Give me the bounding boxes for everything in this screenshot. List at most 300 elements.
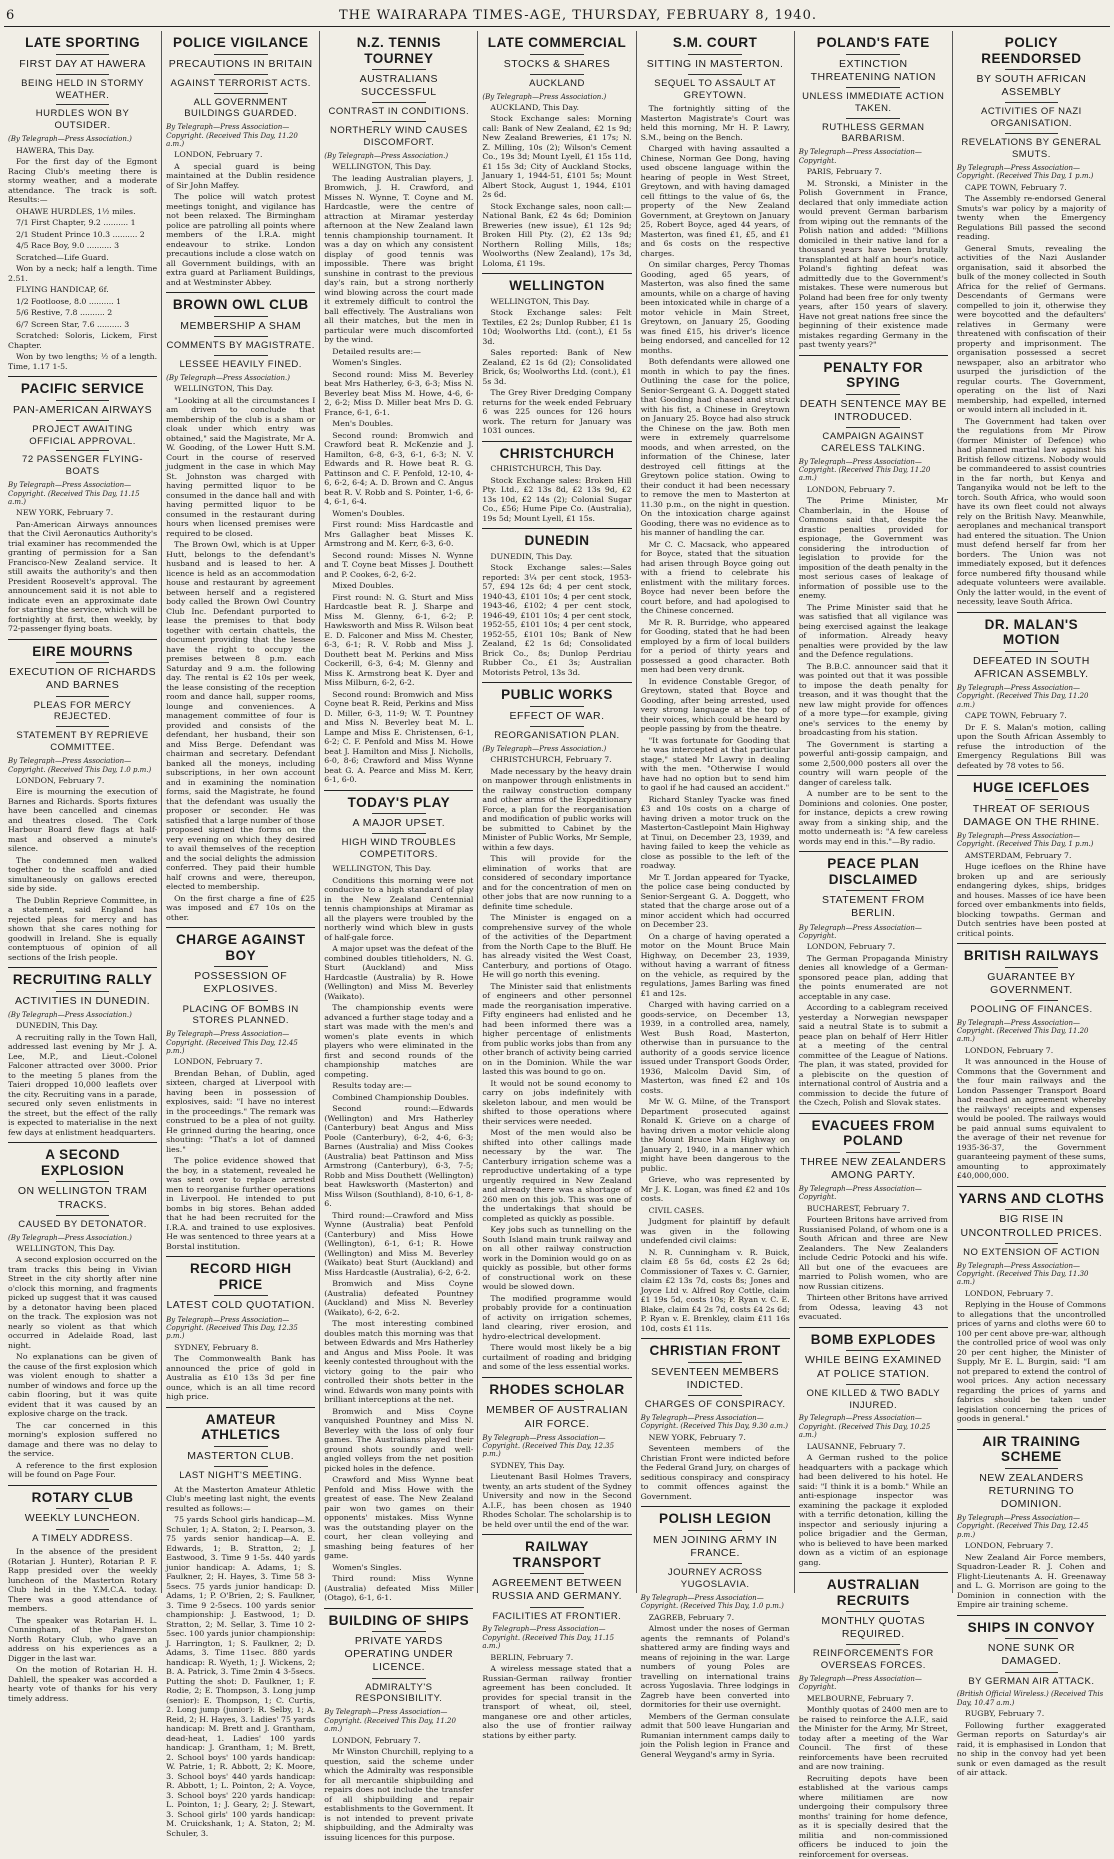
- article-headline: PENALTY FOR SPYING: [823, 359, 924, 391]
- column-4: [478, 31, 636, 1740]
- article-subheading: WHILE BEING EXAMINED AT POLICE STATION.: [804, 1354, 942, 1380]
- article-paragraph: Mr W. G. Milne, of the Transport Department prosecuted against Ronald K. Grieve on a charge of having driven a motor vehicle along the Mount Bruce Main Highway on January 2, 1940, in a manner which might have been dangerous to the public.: [640, 1097, 790, 1173]
- article-paragraph: Second round:—Edwards (Wellington) and Mrs Hatherley (Canterbury) beat Angus and Miss Poole (Canterbury), 6-2, 4-6, 6-3; Barnes (Australia) and Miss Cookes (Australia) beat Pattinson and Miss Armstrong (Canterbury), 6-3, 7-5; Robb and Miss Douthett (Wellington) beat Hawksworth (Masterton) and Miss Wilson (Southland), 8-10, 6-1, 8-6.: [324, 1104, 474, 1209]
- article-paragraph: The modified programme would probably provide for a continuation of activity on irrigation schemes, land clearing, river erosion, and hydro-electrical development.: [482, 1293, 632, 1341]
- article-subheading: STATEMENT FROM BERLIN.: [821, 894, 925, 920]
- article-paragraph: On the first charge a fine of £25 was imposed and £7 10s on the other.: [166, 893, 316, 922]
- article-separator: [957, 775, 1106, 776]
- headline-rule: [846, 1644, 900, 1645]
- article-headline: LATE COMMERCIAL: [487, 35, 627, 50]
- headline-rule: [56, 1181, 110, 1182]
- article-headline: RECORD HIGH PRICE: [189, 1261, 292, 1292]
- article-paragraph: Bromwich and Miss Coyne (Australia) defeated Pountney (Auckland) and Miss N. Beverley (Waikato), 6-2, 6-2.: [324, 1279, 474, 1317]
- headline-rule: [530, 54, 584, 55]
- article-paragraph: The German Propaganda Ministry denies all knowledge of a German-sponsored peace plan, adding that the points enumerated are not acceptable in any case.: [798, 953, 948, 1001]
- headline-rule: [214, 93, 268, 94]
- headline-rule: [1005, 967, 1059, 968]
- article-subheading: GUARANTEE BY GOVERNMENT.: [987, 970, 1076, 996]
- article-subheading: 72 PASSENGER FLYING-BOATS: [22, 454, 144, 478]
- article-subheading: ON WELLINGTON TRAM TRACKS.: [17, 1185, 148, 1211]
- article-byline: By Telegraph—Press Association—Copyright.: [798, 923, 922, 940]
- article-paragraph: Stock Exchange sales, noon call:—National Bank, £2 4s 6d; Dominion Breweries (new issue), £1 12s 9d; Broken Hill Pty. (2), £2 13s 9d; Northern Rolling Mills, 18s; Woolworths (New Zealand), 17s 3d, Loloma, £1 19s.: [482, 201, 632, 268]
- headline-rule: [56, 1529, 110, 1530]
- article-paragraph: Dr F. S. Malan's motion, calling upon the South African Assembly to refuse the introduction of the Emergency Regulations Bill was defeated by 78 votes to 56.: [956, 722, 1106, 770]
- headline-rule: [530, 1400, 584, 1401]
- article-subheading: PRIVATE YARDS OPERATING UNDER LICENCE.: [344, 1635, 454, 1674]
- article-paragraph: Results today are:—: [332, 1081, 412, 1091]
- article-subheading: PLEAS FOR MERCY REJECTED.: [33, 699, 132, 723]
- article-paragraph: Second round: Bromwich and Crawford beat R. McKenzie and J. Hamilton, 6-8, 6-3, 6-1, 6-3; N. V. Edwards and R. Howe beat R. G. Pattinson and C. F. Penfold, 12-10, 4-6, 6-2, 6-4; A. D. Brown and C. Angus beat R. V. Robb and S. Pointer, 1-6, 6-4, 6-1, 6-4.: [324, 430, 474, 507]
- headline-rule: [372, 69, 426, 70]
- article-separator: [799, 1327, 948, 1328]
- article-subheading: STATEMENT BY REPRIEVE COMMITTEE.: [16, 730, 149, 754]
- column-6: [795, 31, 953, 1859]
- headline-rule: [1005, 799, 1059, 800]
- article-paragraph: For the first day of the Egmont Racing Club's meeting there is stormy weather, and a moderate attendance. The track is soft. Results:—: [8, 157, 158, 205]
- article-byline: (By Telegraph—Press Association.): [8, 1011, 132, 1020]
- article: [482, 1382, 631, 1529]
- article-paragraph: Women's Singles.: [332, 1562, 402, 1572]
- article-subheading: AUSTRALIANS SUCCESSFUL: [359, 73, 439, 99]
- article-byline: By Telegraph—Press Association—Copyright. (Received This Day, 1 p.m.): [956, 831, 1094, 849]
- article-separator: [8, 1142, 157, 1143]
- article-subheading: STOCKS & SHARES: [503, 57, 611, 70]
- article-headline: DR. MALAN'S MOTION: [984, 616, 1079, 648]
- article-byline: (By Telegraph—Press Association.): [166, 373, 290, 382]
- article-byline: By Telegraph—Press Association—Copyright. (Received This Day, 12.45 p.m.): [166, 1030, 298, 1056]
- article: [166, 297, 315, 922]
- article: [324, 795, 473, 1603]
- article-subheading: SEVENTEEN MEMBERS INDICTED.: [651, 1365, 780, 1392]
- headline-rule: [846, 1350, 900, 1351]
- article: [957, 617, 1106, 770]
- article-paragraph: Following further exaggerated German reports on Saturday's air raid, it is emphasised in London that no ship in the convoy had yet been sunk or even damaged as the result of air attack.: [956, 1720, 1106, 1778]
- article-headline: EIRE MOURNS: [32, 643, 133, 659]
- headline-rule: [214, 966, 268, 967]
- headline-rule: [214, 1446, 268, 1447]
- article-headline: N.Z. TENNIS TOURNEY: [356, 35, 441, 66]
- article-separator: [166, 1407, 315, 1408]
- article-paragraph: No explanations can be given of the cause of the first explosion which was violent enough to shatter a number of windows and force up the cabin flooring, but it was quite evident that it was caused by an explosive charge on the track.: [8, 1352, 158, 1419]
- article-paragraph: Seventeen members of the Christian Front were indicted before the Federal Grand Jury, on charges of seditious conspiracy and conspiracy to commit offences against the Government.: [640, 1444, 790, 1501]
- article-paragraph: CAPE TOWN, February 7.: [964, 711, 1067, 721]
- article-paragraph: Lieutenant Basil Holmes Travers, twenty, an arts student of the Sydney University and now in the Second A.I.F., has been chosen as 1940 Rhodes Scholar. The scholarship is to be held over until the end of the war.: [482, 1472, 632, 1529]
- article-separator: [641, 1338, 790, 1339]
- article-byline: (By Telegraph—Press Association.): [482, 744, 607, 753]
- headline-rule: [530, 74, 584, 75]
- headline-rule: [372, 102, 426, 103]
- article-paragraph: 5/6 Restive, 7.8 .......... 2: [16, 308, 113, 318]
- article-byline: By Telegraph—Press Association—Copyright. (Received This Day, 12.45 p.m.): [956, 1514, 1089, 1539]
- article-paragraph: Scratched: Soloris, Lickem, First Chapter.: [8, 331, 158, 350]
- article-separator: [482, 682, 631, 683]
- article-paragraph: On similar charges, Percy Thomas Gooding, aged 65 years, of Masterton, was also fined the same amounts, while on a charge of having been intoxicated while in charge of a motor vehicle in Main Street, Greytown, on January 25, Gooding was fined £15, his driver's licence being endorsed, and cancelled for 12 months.: [640, 260, 790, 355]
- article-paragraph: First round: N. G. Sturt and Miss Hardcastle beat R. J. Sharpe and Miss M. Glenny, 6-1, 6-2; P. Hawksworth and Miss R. Wilson beat E. D. Falconer and Miss M. Chester, 6-3, 6-1; R. V. Robb and Miss J. Douthett beat M. Perkins and Miss Cockerill, 6-3, 6-4; M. Glenny and Miss K. Armstrong beat K. Dyer and Miss Milburn, 6-2, 6-2.: [324, 592, 474, 688]
- article: [641, 1343, 790, 1501]
- article-paragraph: The Minister said that enlistments of engineers and other personnel made the reorganisation imperative. Fifty engineers had enlisted and he had been informed there was a higher percentage of enlistments from public works jobs than from any other branch of activity being carried on in the Dominion. While the war lasted this was bound to go on.: [482, 981, 632, 1077]
- article-paragraph: Scratched—Life Guard.: [16, 252, 109, 262]
- article-byline: By Telegraph—Press Association—Copyright. (Received This Day, 1.0 p.m.): [8, 757, 152, 774]
- headline-rule: [214, 336, 268, 337]
- headline-rule: [846, 118, 900, 119]
- article: [482, 1539, 631, 1740]
- article-paragraph: On a charge of having operated a motor on the Mount Bruce Main Highway, on December 23, 1939, without having a warrant of fitness on the vehicle, as required by the regulations, James Barling was fined £1 and 12s.: [640, 931, 790, 998]
- article-byline: (By Telegraph—Press Association.): [8, 1233, 132, 1242]
- article-paragraph: LAUSANNE, February 7.: [806, 1441, 906, 1451]
- article-paragraph: 2/1 Student Prince 10.3 .......... 2: [16, 229, 145, 239]
- article-subheading: WEEKLY LUNCHEON.: [24, 1512, 141, 1525]
- article-subheading: HURDLES WON BY OUTSIDER.: [35, 108, 130, 132]
- columns-container: [4, 31, 1110, 1859]
- headline-rule: [846, 1611, 900, 1612]
- article-headline: BRITISH RAILWAYS: [963, 948, 1099, 964]
- article-subheading: PAN-AMERICAN AIRWAYS: [13, 403, 153, 416]
- article-byline: By Telegraph—Press Association—Copyright. (Received This Day, 11.20 a.m.): [798, 457, 931, 483]
- article-headline: CHARGE AGAINST BOY: [175, 932, 306, 963]
- article-separator: [482, 1377, 631, 1378]
- article-paragraph: Second round: Miss M. Beverley beat Mrs Hatherley, 6-3, 6-3; Miss N. Beverley beat Miss M. Howe, 4-6, 6-2, 6-2; Miss D. Miller beat Mrs D. G. France, 6-1, 6-1.: [324, 369, 474, 417]
- article: [799, 856, 948, 1108]
- article-headline: LATE SPORTING: [25, 35, 141, 50]
- article-headline: EVACUEES FROM POLAND: [811, 1117, 935, 1149]
- headline-rule: [1005, 1209, 1059, 1210]
- article-separator: [8, 376, 157, 377]
- article-paragraph: A number are to be sent to the Dominions and colonies. One poster, for instance, depicts a crew rowing away from a sinking ship, and the motto underneath is: "A few careless words may end in this."—By radio.: [798, 789, 948, 846]
- article-paragraph: The Prime Minister said that he was satisfied that all vigilance was being exercised against the leakage of information. Already heavy penalties were provided by the law and the Defence regulations.: [798, 602, 948, 660]
- headline-rule: [56, 74, 110, 75]
- column-3: [320, 31, 478, 1842]
- article-headline: POLAND'S FATE: [816, 35, 930, 50]
- headline-rule: [214, 74, 268, 75]
- article-subheading: COMMENTS BY MAGISTRATE.: [166, 340, 315, 352]
- headline-rule: [214, 54, 268, 55]
- article-paragraph: Mixed Doubles.: [332, 581, 394, 591]
- article-subheading: POSSESSION OF EXPLOSIVES.: [194, 970, 288, 996]
- article: [799, 360, 948, 847]
- article-subheading: A TIMELY ADDRESS.: [32, 1532, 134, 1544]
- article-paragraph: On the motion of Rotarian H. H. Dahlell, the speaker was accorded a hearty vote of thanks for his very timely address.: [8, 1665, 158, 1703]
- article-separator: [482, 528, 631, 529]
- article-subheading: EXTINCTION THREATENING NATION: [810, 57, 936, 83]
- column-2: [162, 31, 320, 1838]
- headline-rule: [846, 1384, 900, 1385]
- article-paragraph: Richard Stanley Tyacke was fined £3 and 10s costs on a charge of having driven a motor truck on the Masterton-Castlepoint Main Highway at Tinui, on December 23, 1939, and having failed to keep the vehicle as close as possible to the left of the roadway.: [640, 794, 790, 871]
- article-paragraph: Charged with having carried on a goods-service, on December 13, 1939, in a controlled area, namely, West Bush Road, Masterton, otherwise than in pursuance to the authority of a goods service licence issued under Transport Goods Order, 1936, Malcolm David Sim, of Masterton, was fined £2 and 10s costs.: [640, 1000, 790, 1095]
- page-number: 6: [6, 7, 15, 23]
- article-subheading: HIGH WIND TROUBLES COMPETITORS.: [341, 837, 457, 861]
- article-paragraph: The Government is starting a powerful anti-gossip campaign, and some 2,500,000 posters all over the country will warn people of the danger of careless talk.: [798, 739, 948, 787]
- article: [8, 35, 157, 371]
- article-paragraph: Replying in the House of Commons to allegations that the uncontrolled prices of yarns and cloths were 60 to 100 per cent above pre-war, although the controlled price of wool was only 20 per cent higher, the Minister of Supply, Mr E. L. Burgin, said: "I am not prepared to extend the control of wool prices. Any action necessary regarding the prices of yarns and fabrics should be taken under legislation concerning the prices of goods in general.": [956, 1300, 1106, 1424]
- article-paragraph: AMSTERDAM, February 7.: [964, 850, 1072, 860]
- article-separator: [166, 292, 315, 293]
- article-paragraph: Women's Singles.: [332, 358, 402, 368]
- article-paragraph: Won by two lengths; ½ of a length. Time, 1.17 1-5.: [8, 352, 158, 371]
- article-separator: [799, 1572, 948, 1573]
- article-subheading: REVELATIONS BY GENERAL SMUTS.: [961, 137, 1102, 160]
- article-paragraph: Men's Doubles.: [332, 419, 394, 429]
- article-paragraph: The championship events were advanced a further stage today and a start was made with the men's and women's plate events in which players who were eliminated in the first and second rounds of the championship matches are competing.: [324, 1003, 474, 1079]
- article-paragraph: WELLINGTON, This Day.: [332, 162, 432, 172]
- headline-rule: [214, 1466, 268, 1467]
- article-byline: (By Telegraph—Press Association.): [482, 92, 607, 101]
- headline-rule: [1005, 1000, 1059, 1001]
- article-paragraph: A wireless message stated that a Russian-German railway frontier agreement has been concluded. It provides for special transit in the transport of wheat, oil, steel, manganese ore and other articles, also the use of frontier railway stations by either party.: [482, 1664, 632, 1740]
- article-paragraph: LONDON, February 7.: [964, 1045, 1054, 1055]
- article-subheading: THREAT OF SERIOUS DAMAGE ON THE RHINE.: [963, 802, 1100, 828]
- article-paragraph: The Brown Owl, which is at Upper Hutt, belongs to the defendant's husband and is leased to her. A licence is held as an accommodation house and restaurant by agreement between herself and a registered body called the Brown Owl Country Club Inc. Defendant purported to lease the premises to that body together with certain chattels, the document providing that the lessee have the right to occupy the premises between 8 p.m. each Saturday and 9 a.m. the following day. The rental is £2 10s per week, the lease consisting of the reception room and dance hall, supper rooms, lounge and conveniences. A management committee of four is provided and consists of the defendant, her husband, their son and Miss Berge. Defendant was chairman and secretary. Defendant banked all the moneys, including subscriptions, in her own account and in examining the nomination forms, said the Magistrate, he found that the defendant was usually the proposer or seconder. He was satisfied that a large number of those proposed signed the forms on the very evening on which they desired to avail themselves of the reception and the social delights the admission conferred. They paid their humble half crowns and were, thereupon, elected to membership.: [166, 540, 316, 892]
- article-paragraph: CAPE TOWN, February 7.: [964, 182, 1067, 192]
- article-subheading: ADMIRALTY'S RESPONSIBILITY.: [355, 1681, 443, 1705]
- headline-rule: [56, 1508, 110, 1509]
- headline-rule: [372, 121, 426, 122]
- article-subheading: AUCKLAND: [529, 77, 585, 89]
- article-paragraph: Thirteen other Britons have arrived from Odessa, leaving 43 not evacuated.: [798, 1293, 948, 1322]
- article-paragraph: 4/5 Race Boy, 9.0 .......... 3: [16, 241, 120, 251]
- headline-rule: [56, 726, 110, 727]
- article-paragraph: There would most likely be a big curtailment of roading and bridging and some of the less essential works.: [482, 1343, 632, 1372]
- article-paragraph: The leading Australian players, J. Bromwich, J. H. Crawford, and Misses N. Wynne, T. Coyne and M. Hardcastle, were the centre of attraction at Miramar yesterday afternoon at the New Zealand lawn tennis championship tournament. It was a day on which any consistent display of good tennis was impossible. There was bright sunshine in contrast to the previous day's rain, but a strong northerly wind blowing across the court made it extremely difficult to control the ball effectively. The Australians won all their matches, but the men in particular were much discomforted by the wind.: [324, 173, 474, 345]
- article: [957, 1434, 1106, 1610]
- article-paragraph: WELLINGTON, This Day.: [174, 384, 274, 394]
- article: [8, 1147, 157, 1480]
- headline-rule: [530, 1573, 584, 1574]
- article-separator: [799, 355, 948, 356]
- article-headline: POLICY REENDORSED: [981, 35, 1082, 66]
- article-paragraph: Second round: Bromwich and Miss Coyne beat R. Reid, Perkins and Miss D. Miller, 6-3, 11-9; W. T. Pountney and Miss N. Beverley beat M. L. Lampe and Miss E. Christensen, 6-1, 6-2; C. F. Penfold and Miss M. Howe beat J. Hamilton and Miss J. Nicholls, 6-0, 8-6; Crawford and Miss Wynne beat G. A. Pearce and Miss M. Kerr, 6-1, 6-0.: [324, 689, 474, 785]
- headline-rule: [1005, 1243, 1059, 1244]
- article: [482, 278, 631, 436]
- article-paragraph: 6/7 Screen Star, 7.6 .......... 3: [16, 319, 130, 329]
- headline-rule: [56, 991, 110, 992]
- article-byline: By Telegraph—Press Association—Copyright.: [798, 1185, 922, 1202]
- article: [957, 1191, 1106, 1424]
- headline-rule: [846, 54, 900, 55]
- article-paragraph: Bromwich and Miss Coyne vanquished Pountney and Miss N. Beverley with the loss of only four games. The Australians played their ground shots soundly and well-angled volleys from the net position picked holes in the defence.: [324, 1406, 474, 1473]
- article-paragraph: BERLIN, February 7.: [490, 1652, 574, 1662]
- article-paragraph: The police evidence showed that the boy, in a statement, revealed he was sent over to replace arrested men to reorganise further operations in Liverpool. He intended to put bombs in big stores. Behan added that he had been recruited for the I.R.A. and trained to use explosives. He was sentenced to three years at a Borstal institution.: [166, 1156, 316, 1251]
- article-subheading: REORGANISATION PLAN.: [494, 730, 620, 742]
- article-paragraph: The Commonwealth Bank has announced the price of gold in Australia as £10 13s 3d per fine ounce, which is an all time record high price.: [166, 1354, 316, 1402]
- article: [957, 948, 1106, 1181]
- headline-rule: [688, 1530, 742, 1531]
- article: [482, 35, 631, 268]
- article-subheading: FACILITIES AT FRONTIER.: [492, 1610, 622, 1622]
- headline-rule: [372, 833, 426, 834]
- article-subheading: CHARGES OF CONSPIRACY.: [644, 1399, 786, 1411]
- article-separator: [957, 1186, 1106, 1187]
- article-paragraph: OHAWE HURDLES, 1½ miles.: [16, 206, 136, 216]
- article-headline: PACIFIC SERVICE: [20, 381, 145, 397]
- article-headline: POLICE VIGILANCE: [172, 35, 309, 50]
- article-subheading: SITTING IN MASTERTON.: [646, 57, 784, 70]
- article-paragraph: The Prime Minister, Mr Chamberlain, in the House of Commons said that, despite the drastic penalties provided for espionage, the Government was considering the introduction of legislation to provide for the imposition of the death penalty in the most serious cases of leakage of information of possible use to the enemy.: [798, 496, 948, 601]
- article-paragraph: CHRISTCHURCH, February 7.: [490, 755, 612, 765]
- headline-rule: [56, 420, 110, 421]
- headline-rule: [846, 87, 900, 88]
- article-paragraph: LONDON, February 7.: [964, 1541, 1054, 1551]
- article-subheading: ACTIVITIES OF NAZI ORGANISATION.: [980, 106, 1082, 130]
- article-paragraph: Mr Winston Churchill, replying to a question, said the scheme under which the Admiralty was responsible for all mercantile shipbuilding and repairs does not include the transfer of all shipbuilding and repair establishments to the Government. It is not intended to prevent private shipbuilding, and the Admiralty was issuing licences for this purpose.: [324, 1747, 474, 1842]
- article-paragraph: LONDON, February 7.: [174, 150, 263, 160]
- article-separator: [324, 1608, 473, 1609]
- headline-rule: [372, 1678, 426, 1679]
- article-paragraph: The Government had taken over the regulations from Mr Pirow (former Minister of Defence) who had planned martial law against his British fellow citizens. Nobody would be commandeered to assist countries in the far north, but Kenya and Tanganyika would not be left to the torch. South Africa, who would soon have its own fleet could not always rely on the British Navy. Meanwhile, aeroplanes and mechanical transport had entered the situation. The Union must defend herself far from her borders. The Union was not immediately exposed, but it defences force numbered fifty thousand while adequate volunteers were available. Only the latter would, in the event of necessity, leave South Africa.: [956, 416, 1106, 607]
- article-paragraph: The car concerned in this morning's explosion suffered no damage and there was no delay to the service.: [8, 1420, 158, 1459]
- headline-rule: [688, 54, 742, 55]
- headline-rule: [56, 400, 110, 401]
- article-paragraph: A recruiting rally in the Town Hall, addressed last evening by Mr J. A. Lee, M.P., and Lieut.-Colonel Falconer attracted over 3000. Prior to the meeting 5 planes from the Taieri dropped 10,000 leaflets over the city. Recruiting vans in a parade, secured only seven enlistments in the street, but the effect of the rally is expected to materialise in the next few days at enlistment headquarters.: [8, 1032, 158, 1137]
- headline-rule: [1005, 1672, 1059, 1673]
- article-paragraph: LONDON, February 7.: [332, 1735, 421, 1745]
- article-subheading: BIG RISE IN UNCONTROLLED PRICES.: [960, 1213, 1103, 1239]
- article-paragraph: The police will watch protest meetings tonight, and vigilance has not been relaxed. The Birmingham police are patrolling all points where members of the I.R.A. might endeavour to strike. London precautions include a close watch on all Government buildings, with an extra guard at Parliament Buildings, and at Westminster Abbey.: [166, 192, 316, 287]
- article-byline: By Telegraph—Press Association—Copyright. (Received This Day, 11.20 a.m.): [956, 1018, 1089, 1044]
- article-paragraph: Charged with having assaulted a Chinese, Norman Gee Dong, having used obscene language within the hearing of people in West Street, Greytown, and with having damaged cell fittings to the value of 6s, the property of the New Zealand Government, at Greytown on January 25, Robert Boyce, aged 44 years, of Masterton, was fined £1, £5, and £1 and 6s costs on the respective charges.: [640, 144, 790, 258]
- article-subheading: PRECAUTIONS IN BRITAIN: [168, 57, 313, 70]
- article-byline: By Telegraph—Press Association—Copyright. (Received This Day, 11.15 a.m.): [8, 481, 140, 506]
- headline-rule: [56, 104, 110, 105]
- article-subheading: AGREEMENT BETWEEN RUSSIA AND GERMANY.: [491, 1577, 623, 1603]
- article-paragraph: Judgment for plaintiff by default was given in the following undefended civil claims:: [640, 1217, 790, 1246]
- article-paragraph: Mr C. C. Macsack, who appeared for Boyce, stated that the situation had arisen through Boyce going out with a friend to celebrate his enlistment with the military forces. Boyce had never been before the court before, and had apologised to the Chinese concerned.: [640, 539, 790, 616]
- article-byline: By Telegraph—Press Association—Copyright. (Received This Day, 11.15 a.m.): [482, 1625, 615, 1651]
- headline-rule: [214, 355, 268, 356]
- article-headline: WELLINGTON: [509, 278, 605, 294]
- article-headline: RECRUITING RALLY: [12, 972, 153, 988]
- article-separator: [799, 1113, 948, 1114]
- article-byline: By Telegraph—Press Association—Copyright. (Received This Day, 9.30 a.m.): [640, 1414, 788, 1431]
- article-paragraph: MELBOURNE, February 7.: [806, 1693, 914, 1703]
- article-headline: HUGE ICEFLOES: [973, 780, 1090, 796]
- article: [482, 687, 631, 1371]
- article-headline: PEACE PLAN DISCLAIMED: [827, 856, 920, 887]
- article-subheading: UNLESS IMMEDIATE ACTION TAKEN.: [802, 90, 945, 114]
- headline-rule: [56, 662, 110, 663]
- article-paragraph: Crawford and Miss Wynne beat Penfold and Miss Howe with the greatest of ease. The New Zealand pair won two games on their opponents' mistakes. Miss Wynne was the outstanding player on the court, her clean volleying and smashing being features of her game.: [324, 1475, 474, 1561]
- article: [8, 1490, 157, 1704]
- article-paragraph: The Assembly re-endorsed General Smuts's war policy by a majority of twenty when the Emergency Regulations Bill passed the second reading.: [956, 194, 1106, 242]
- article-subheading: LATEST COLD QUOTATION.: [166, 1299, 315, 1312]
- article-byline: (By Telegraph—Press Association.): [324, 151, 449, 160]
- article-subheading: NONE SUNK OR DAMAGED.: [987, 1642, 1075, 1668]
- article: [641, 35, 790, 1333]
- article-paragraph: Monthly quotas of 2400 men are to be raised to reinforce the A.I.F., said the Minister for the Army, Mr Street, today after a meeting of the War Council. The first of these reinforcements have been recruited and are now training.: [798, 1705, 948, 1772]
- headline-rule: [372, 1631, 426, 1632]
- article-subheading: LESSEE HEAVILY FINED.: [179, 358, 302, 370]
- newspaper-title: THE WAIRARAPA TIMES-AGE, THURSDAY, FEBRUARY 8, 1940.: [339, 7, 817, 23]
- article-subheading: CONTRAST IN CONDITIONS.: [328, 106, 470, 118]
- headline-rule: [1005, 102, 1059, 103]
- article-separator: [8, 639, 157, 640]
- article-subheading: THREE NEW ZEALANDERS AMONG PARTY.: [800, 1155, 947, 1181]
- article-byline: (British Official Wireless.) (Received This Day, 10.47 a.m.): [956, 1690, 1104, 1707]
- article-paragraph: Stock Exchange sales:—Sales reported: 3¼ per cent stock, 1953-57, £94 12s 6d; 4 per cent stock, 1940-43, £101 10s; 4 per cent stock, 1943-46, £102; 4 per cent stock, 1946-49, £101 10s; 4 per cent stock, 1952-55, £101 10s; 4 per cent stock, 1952-55, £101 10s; Bank of New Zealand, £2 1s 6d; Consolidated Brick Co., 8s; Dunlop Perdriau Rubber Co., £1 3s; Australian Motorists Petrol, 13s 3d.: [482, 563, 632, 677]
- headline-rule: [1005, 651, 1059, 652]
- article-paragraph: NEW YORK, February 7.: [648, 1432, 746, 1442]
- article-separator: [166, 927, 315, 928]
- article-headline: POLISH LEGION: [659, 1511, 772, 1527]
- article-separator: [482, 273, 631, 274]
- article-separator: [166, 1256, 315, 1257]
- article-subheading: PROJECT AWAITING OFFICIAL APPROVAL.: [29, 423, 136, 447]
- article-byline: By Telegraph—Press Association—Copyright. (Received This Day, 10.25 a.m.): [798, 1414, 931, 1440]
- article-subheading: MASTERTON CLUB.: [187, 1449, 295, 1462]
- headline-rule: [214, 1000, 268, 1001]
- article-separator: [482, 441, 631, 442]
- article-headline: ROTARY CLUB: [31, 1489, 134, 1505]
- article-separator: [957, 1615, 1106, 1616]
- article-paragraph: CHRISTCHURCH, This Day.: [490, 464, 602, 474]
- article: [482, 446, 631, 524]
- article-paragraph: Combined Championship Doubles.: [332, 1092, 469, 1102]
- article-paragraph: Brendan Behan, of Dublin, aged sixteen, charged at Liverpool with having been in possession of explosives, said: "I have no interest in the proceedings." The remark was construed to be a plea of not guilty. He grinned during the hearing, once shouting: "That's a lot of damned lies.": [166, 1068, 316, 1154]
- article-headline: AUSTRALIAN RECRUITS: [826, 1577, 920, 1608]
- article-paragraph: FLYING HANDICAP, 6f.: [16, 285, 109, 295]
- article-paragraph: Eire is mourning the execution of Barnes and Richards. Sports fixtures have been cancelled and cinemas and theatres closed. The Cork Harbour Board flew flags at half-mast and observed a minute's silence.: [8, 787, 158, 854]
- headline-rule: [1005, 133, 1059, 134]
- article-headline: BROWN OWL CLUB: [172, 297, 309, 313]
- article-headline: DUNEDIN: [524, 533, 590, 549]
- article-paragraph: Third round: Miss Wynne (Australia) defeated Miss Miller (Otago), 6-1, 6-1.: [324, 1574, 474, 1603]
- headline-rule: [56, 450, 110, 451]
- article-paragraph: HAWERA, This Day.: [16, 145, 95, 155]
- article-byline: By Telegraph—Press Association—Copyright.: [798, 1675, 922, 1692]
- article-paragraph: Women's Doubles.: [332, 508, 405, 518]
- article-subheading: A MAJOR UPSET.: [352, 817, 446, 830]
- article-paragraph: Third round:—Crawford and Miss Wynne (Australia) beat Penfold (Canterbury) and Miss Howe (Wellington), 6-1, 6-1; R. Howe (Wellington) and Miss M. Beverley (Waikato) beat Sturt (Auckland) and Miss Hardcastle (Australia), 6-2, 6-2.: [324, 1210, 474, 1277]
- article: [641, 1511, 790, 1759]
- article-subheading: CAUSED BY DETONATOR.: [18, 1218, 147, 1230]
- article-subheading: ALL GOVERNMENT BUILDINGS GUARDED.: [184, 96, 298, 120]
- article-subheading: DEATH SENTENCE MAY BE INTRODUCED.: [799, 397, 947, 423]
- article-separator: [957, 612, 1106, 613]
- headline-rule: [688, 1563, 742, 1564]
- article-paragraph: This will provide for the elimination of works that are considered of secondary importance and for the concentration of men on other jobs that are now running to a definite time schedule.: [482, 854, 632, 911]
- column-7: [953, 31, 1110, 1778]
- article-paragraph: In evidence Constable Gregor, of Greytown, stated that Boyce and Gooding, after being arrested, used very strong language at the top of their voices, which could be heard by people passing by from the theatre.: [640, 676, 790, 734]
- article-subheading: MEN JOINING ARMY IN FRANCE.: [653, 1533, 778, 1559]
- article-subheading: BY GERMAN AIR ATTACK.: [968, 1675, 1095, 1687]
- article-paragraph: "Looking at all the circumstances I am driven to conclude that membership of the club is a sham or cloak under which entry was obtained," said the Magistrate, Mr A. W. Gooding, of the Lower Hutt S.M. Court in the course of reserved judgment in the case in which May St. Johnston was charged with having permitted liquor to be consumed in the dance hall and with having permitted liquor to be consumed in the restaurant during hours when licensed premises were required to be closed.: [166, 395, 316, 538]
- article-paragraph: The condemned men walked together to the scaffold and died simultaneously on gallows erected side by side.: [8, 855, 158, 894]
- headline-rule: [846, 394, 900, 395]
- article-paragraph: SYDNEY, This Day.: [490, 1460, 565, 1470]
- article: [166, 1412, 315, 1839]
- article-paragraph: CIVIL CASES.: [648, 1205, 705, 1215]
- article-paragraph: Fourteen Britons have arrived from Russianised Poland, of whom one is a South African and three are New Zealanders. The New Zealanders include Cedric Potocki and his wife. All but one of the evacuees are married to Polish women, who are now Russian citizens.: [798, 1215, 948, 1291]
- article-paragraph: WELLINGTON, This Day.: [16, 1243, 116, 1253]
- article-paragraph: At the Masterton Amateur Athletic Club's meeting last night, the events resulted as follows:—: [166, 1484, 316, 1513]
- article-separator: [482, 1534, 631, 1535]
- headline-rule: [688, 1362, 742, 1363]
- article-subheading: MEMBERSHIP A SHAM: [180, 319, 302, 332]
- article-headline: YARNS AND CLOTHS: [958, 1190, 1105, 1206]
- headline-rule: [56, 54, 110, 55]
- article-byline: By Telegraph—Press Association—Copyright. (Received This Day, 11.20 a.m.): [956, 683, 1089, 709]
- article: [957, 35, 1106, 607]
- article-subheading: JOURNEY ACROSS YUGOSLAVIA.: [667, 1567, 763, 1590]
- article: [482, 533, 631, 677]
- article-paragraph: AUCKLAND, This Day.: [490, 102, 579, 112]
- article-separator: [324, 790, 473, 791]
- article-subheading: BEING HELD IN STORMY WEATHER.: [21, 77, 144, 101]
- article-separator: [799, 851, 948, 852]
- article-paragraph: LONDON, February 7.: [174, 1057, 263, 1067]
- article-paragraph: Mr T. Jordan appeared for Tyacke, the police case being conducted by Senior-Sergeant G. A. Doggett, who stated that the charge arose out of a minor accident which had occurred on December 23.: [640, 872, 790, 930]
- article-headline: RAILWAY TRANSPORT: [512, 1539, 602, 1570]
- article-subheading: POOLING OF FINANCES.: [970, 1003, 1093, 1015]
